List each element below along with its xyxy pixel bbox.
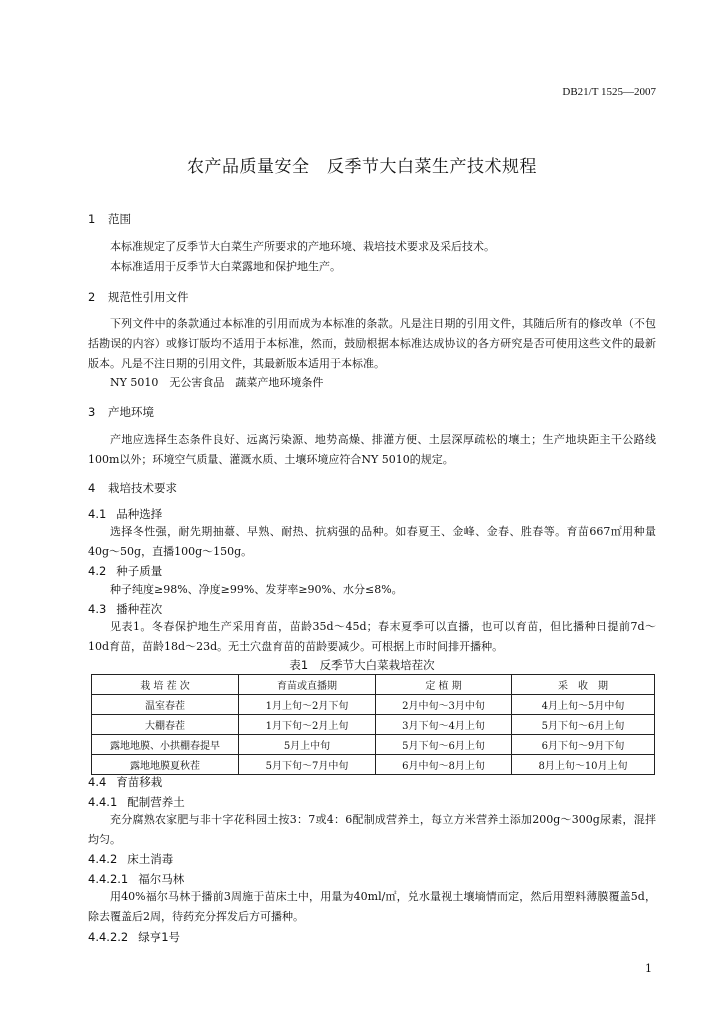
section-2-paragraph: 下列文件中的条款通过本标准的引用而成为本标准的条款。凡是注日期的引用文件，其随后所有的修改单（不包括勘误的内容）或修订版均不适用于本标准，然而，鼓励根据本标准达成协议的各方研究是否可使用这些文件的最新版本。凡是不注日期的引用文件，其最新版本适用于本标准。 [88,317,656,370]
table-row [92,715,655,735]
section-4-1-paragraph: 选择冬性强，耐先期抽薹、早熟、耐热、抗病强的品种。如春夏王、金峰、金春、胜春等。育苗667㎡用种量40g～50g，直播100g～150g。 [88,525,656,558]
table-row [92,735,655,755]
section-number: 4.4 [88,775,107,789]
document-title: 农产品质量安全 反季节大白菜生产技术规程 [187,157,537,177]
section-number: 4.2 [88,564,107,578]
section-title: 栽培技术要求 [108,481,177,495]
standard-code: DB21/T 1525—2007 [562,86,656,98]
page-number: 1 [645,962,652,975]
section-title: 品种选择 [116,507,163,521]
section-number: 4.4.1 [88,795,118,809]
table-cell: 4月上旬～5月中旬 [512,695,655,715]
section-4-4-1-paragraph: 充分腐熟农家肥与非十字花科园土按3：7或4：6配制成营养土，每立方米营养土添加200g～300g尿素，混拌均匀。 [88,813,656,846]
table-row [92,755,655,775]
section-title: 配制营养土 [127,795,185,809]
table-cell: 2月中旬～3月中旬 [376,695,512,715]
table-cell: 1月上旬～2月下旬 [239,695,376,715]
section-number: 4.4.2.2 [88,930,129,944]
section-4-4-2-1-paragraph: 用40%福尔马林于播前3周施于苗床土中，用量为40ml/㎡，兑水量视土壤墒情而定，然后用塑料薄膜覆盖5d，除去覆盖后2周，待药充分挥发后方可播种。 [88,890,656,923]
table-cell: 1月下旬～2月上旬 [239,715,376,735]
section-4-4-2-heading [88,851,173,867]
column-header: 育苗或直播期 [239,675,376,695]
table-cell: 露地地膜、小拱棚春提早 [92,735,239,755]
table-cell: 6月中旬～8月上旬 [376,755,512,775]
section-title: 绿亨1号 [138,930,181,944]
table-cell: 5月下旬～6月上旬 [376,735,512,755]
section-1-heading [88,211,131,227]
section-4-4-2-2-heading [88,929,180,945]
section-number: 4 [88,481,96,495]
section-title: 床土消毒 [127,852,174,866]
section-4-2-paragraph: 种子纯度≥98%、净度≥99%、发芽率≥90%、水分≤8%。 [110,583,403,596]
section-title: 种子质量 [116,564,163,578]
section-number: 4.1 [88,507,107,521]
section-number: 4.4.2 [88,852,118,866]
section-4-4-2-1-heading [88,871,184,887]
section-number: 3 [88,405,96,419]
normative-reference: NY 5010 无公害食品 蔬菜产地环境条件 [110,376,324,389]
planting-schedule-table [91,674,655,775]
section-title: 产地环境 [108,405,154,419]
section-title: 规范性引用文件 [108,290,189,304]
section-4-4-1-heading [88,794,185,810]
section-number: 1 [88,212,96,226]
table-cell: 8月上旬～10月上旬 [512,755,655,775]
section-number: 4.3 [88,602,107,616]
table-caption: 表1 反季节大白菜栽培茬次 [289,658,435,672]
section-title: 播种茬次 [116,602,163,616]
section-title: 福尔马林 [138,872,185,886]
section-4-3-paragraph: 见表1。冬春保护地生产采用育苗，苗龄35d～45d；春末夏季可以直播，也可以育苗，但比播种日提前7d～10d育苗，苗龄18d～23d。无土穴盘育苗的苗龄要减少。可根据上市时间排开播种。 [88,620,656,653]
column-header: 栽 培 茬 次 [92,675,239,695]
column-header: 采 收 期 [512,675,655,695]
section-2-heading [88,289,189,305]
section-4-2-heading [88,563,162,579]
table-cell: 5月上中旬 [239,735,376,755]
section-title: 范围 [108,212,131,226]
table-cell: 6月下旬～9月下旬 [512,735,655,755]
table-header-row [92,675,655,695]
section-1-paragraph-1: 本标准规定了反季节大白菜生产所要求的产地环境、栽培技术要求及采后技术。 [110,240,495,253]
table-cell: 5月下旬～6月上旬 [512,715,655,735]
section-3-heading [88,404,154,420]
table-row [92,695,655,715]
section-number: 4.4.2.1 [88,872,129,886]
section-3-paragraph: 产地应选择生态条件良好、远离污染源、地势高燥、排灌方便、土层深厚疏松的壤土；生产地块距主干公路线100m以外；环境空气质量、灌溉水质、土壤环境应符合NY 5010的规定。 [88,433,656,466]
section-4-heading [88,480,177,496]
table-cell: 大棚春茬 [92,715,239,735]
section-4-1-heading [88,506,162,522]
table-cell: 3月下旬～4月上旬 [376,715,512,735]
section-4-3-heading [88,601,162,617]
column-header: 定 植 期 [376,675,512,695]
table-cell: 露地地膜夏秋茬 [92,755,239,775]
section-number: 2 [88,290,96,304]
table-cell: 温室春茬 [92,695,239,715]
section-title: 育苗移栽 [116,775,163,789]
section-4-4-heading [88,774,162,790]
table-cell: 5月下旬～7月中旬 [239,755,376,775]
section-1-paragraph-2: 本标准适用于反季节大白菜露地和保护地生产。 [110,260,341,273]
